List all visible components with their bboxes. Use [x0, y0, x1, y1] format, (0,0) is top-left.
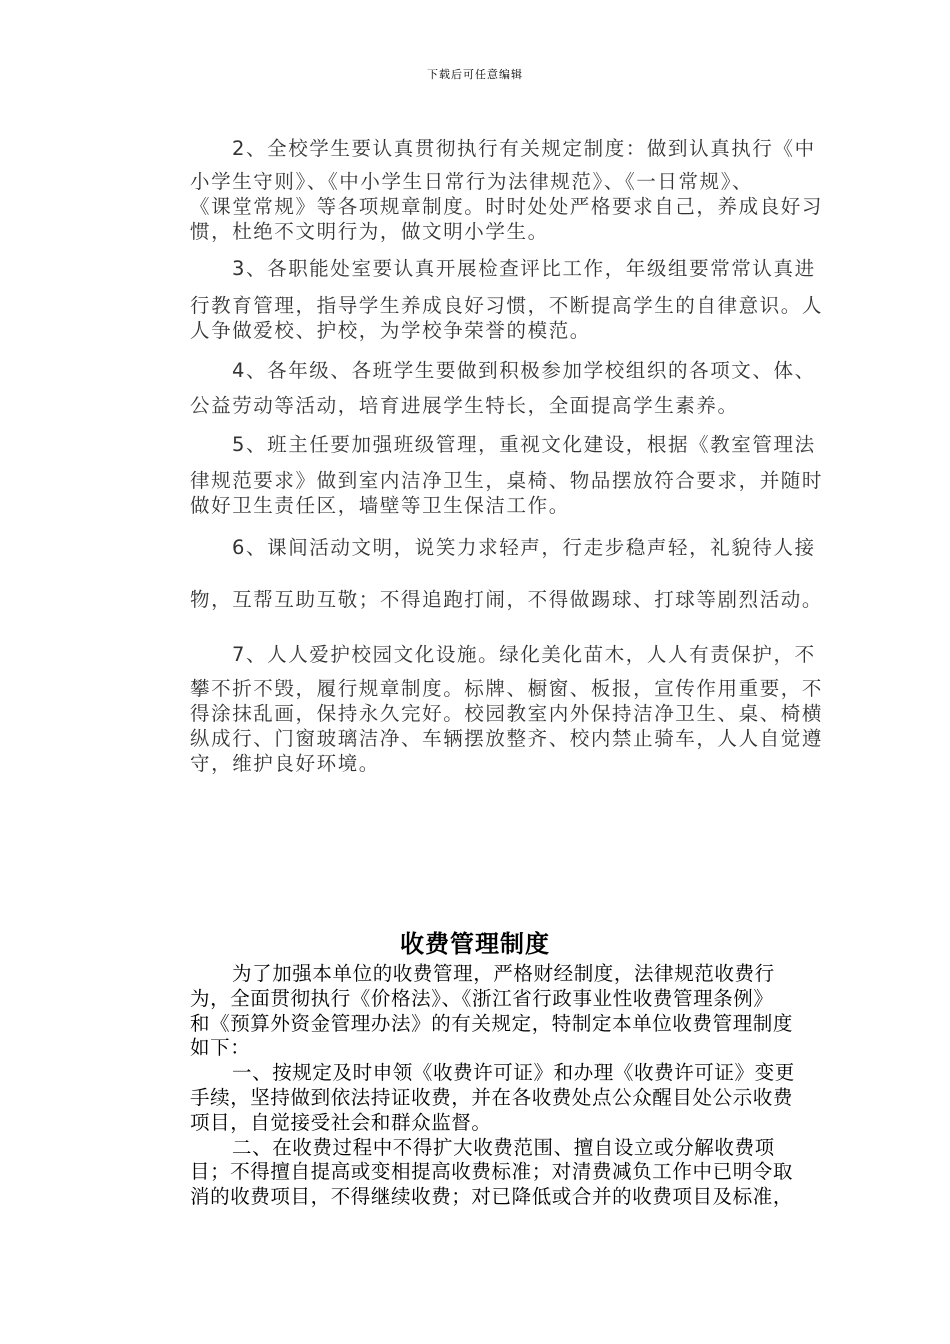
paragraph-line: 消的收费项目，不得继续收费；对已降低或合并的收费项目及标准， [190, 1185, 794, 1209]
paragraph-line: 5、班主任要加强班级管理，重视文化建设，根据《教室管理法 [232, 432, 816, 456]
paragraph-line: 7、人人爱护校园文化设施。绿化美化苗木，人人有责保护，不 [232, 643, 816, 667]
paragraph-line: 为，全面贯彻执行《价格法》、《浙江省行政事业性收费管理条例》 [190, 986, 774, 1010]
paragraph-line: 手续，坚持做到依法持证收费，并在各收费处点公众醒目处公示收费 [190, 1085, 794, 1109]
paragraph-line: 守，维护良好环境。 [190, 751, 380, 775]
paragraph-line: 和《预算外资金管理办法》的有关规定，特制定本单位收费管理制度 [190, 1011, 794, 1035]
rule-paragraph-7 [190, 641, 860, 776]
paragraph-line: 人争做爱校、护校，为学校争荣誉的模范。 [190, 319, 591, 343]
paragraph-line: 小学生守则》、《中小学生日常行为法律规范》、《一日常规》、 [190, 170, 754, 193]
fee-item-1 [190, 1061, 860, 1135]
paragraph-line: 2、全校学生要认真贯彻执行有关规定制度：做到认真执行《中 [232, 137, 816, 160]
paragraph-line: 公益劳动等活动，培育进展学生特长，全面提高学生素养。 [190, 393, 739, 417]
fee-item-2 [190, 1136, 860, 1210]
paragraph-line: 《课堂常规》等各项规章制度。时时处处严格要求自己，养成良好习 [190, 194, 824, 218]
paragraph-line: 惯，杜绝不文明行为，做文明小学生。 [190, 219, 549, 243]
school-rules-section [190, 132, 860, 776]
rule-paragraph-2 [190, 132, 860, 244]
rule-paragraph-6 [190, 530, 860, 613]
paragraph-line: 为了加强本单位的收费管理，严格财经制度，法律规范收费行 [232, 962, 775, 985]
rule-paragraph-5 [190, 431, 860, 519]
fee-intro-paragraph [190, 962, 860, 1061]
paragraph-line: 做好卫生责任区，墙壁等卫生保洁工作。 [190, 493, 570, 517]
rule-paragraph-4 [190, 356, 860, 419]
paragraph-line: 一、按规定及时申领《收费许可证》和办理《收费许可证》变更 [232, 1061, 795, 1085]
paragraph-line: 项目，自觉接受社会和群众监督。 [190, 1110, 492, 1134]
paragraph-line: 律规范要求》做到室内洁净卫生，桌椅、物品摆放符合要求，并随时 [190, 468, 824, 492]
paragraph-line: 目；不得擅自提高或变相提高收费标准；对清费减负工作中已明令取 [190, 1160, 794, 1184]
paragraph-line: 得涂抹乱画，保持永久完好。校园教室内外保持洁净卫生、桌、椅横 [190, 701, 824, 725]
paragraph-line: 6、课间活动文明，说笑力求轻声，行走步稳声轻，礼貌待人接 [232, 536, 816, 560]
paragraph-line: 3、各职能处室要认真开展检查评比工作，年级组要常常认真进 [232, 257, 816, 281]
paragraph-line: 二、在收费过程中不得扩大收费范围、擅自设立或分解收费项 [232, 1135, 775, 1159]
fee-management-title: 收费管理制度 [400, 930, 550, 958]
page-header-note: 下载后可任意编辑 [427, 68, 523, 81]
paragraph-line: 4、各年级、各班学生要做到积极参加学校组织的各项文、体、 [232, 358, 816, 382]
paragraph-line: 如下： [190, 1036, 251, 1060]
rule-paragraph-3 [190, 256, 860, 344]
paragraph-line: 行教育管理，指导学生养成良好习惯，不断提高学生的自律意识。人 [190, 294, 824, 318]
fee-management-section [190, 962, 860, 1210]
paragraph-line: 攀不折不毁，履行规章制度。标牌、橱窗、板报，宣传作用重要，不 [190, 677, 824, 701]
paragraph-line: 物，互帮互助互敬；不得追跑打闹，不得做踢球、打球等剧烈活动。 [190, 588, 824, 612]
paragraph-line: 纵成行、门窗玻璃洁净、车辆摆放整齐、校内禁止骑车，人人自觉遵 [190, 726, 824, 750]
